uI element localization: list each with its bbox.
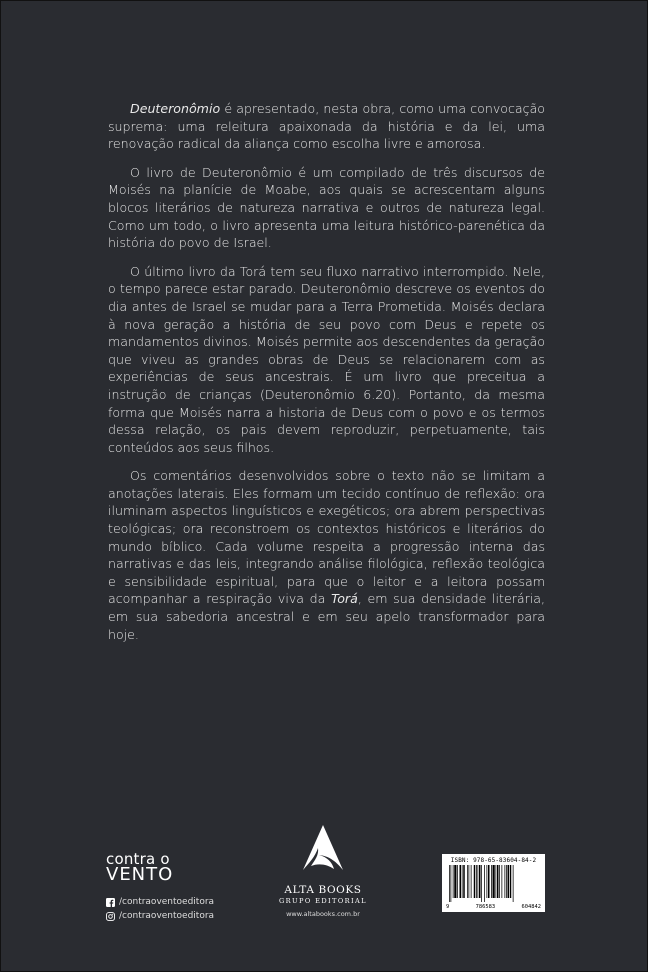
- tora-italic: Torá: [331, 591, 358, 607]
- logo-line-1: contra o: [106, 850, 170, 868]
- alta-books-name: ALTA BOOKS: [284, 884, 362, 896]
- barcode-bar: [491, 865, 492, 898]
- facebook-link[interactable]: [106, 895, 256, 909]
- barcode-bar: [454, 865, 456, 898]
- barcode-bar: [479, 865, 481, 898]
- logo-line-2: VENTO: [106, 864, 174, 885]
- barcode-bar: [449, 865, 450, 902]
- barcode-bar: [471, 865, 472, 898]
- instagram-handle: /contraoventoeditora: [119, 911, 215, 921]
- barcode-bar: [513, 865, 514, 902]
- paragraph-4: [108, 467, 545, 643]
- barcode-bar: [462, 865, 463, 898]
- paragraph-4-text: Os comentários desenvolvidos sobre o texto não se limitam a anotações laterais. Eles formam um tecido contínuo de reflexão: ora iluminam aspectos linguísticos e exegéticos; ora abrem perspectivas teológicas; ora reconstroem os contextos históricos e literários do mundo bíblico. Cada volume respeita a progressão interna das narrativas e das leis, integrando análise filológica, reflexão teológica e sensibilidade espiritual, para que o leitor e a leitora possam acompanhar a respiração viva da: [108, 468, 545, 607]
- instagram-icon: [106, 912, 115, 921]
- barcode-bar: [478, 865, 479, 898]
- barcode-bars: [447, 865, 540, 902]
- alta-books-brand: [264, 824, 382, 918]
- book-title-italic: Deuteronômio: [130, 101, 221, 116]
- facebook-handle: /contraoventoeditora: [119, 897, 215, 907]
- back-cover-text: [108, 100, 545, 654]
- isbn-text: ISBN: 978-65-83604-84-2: [450, 857, 537, 864]
- barcode-bar: [502, 865, 503, 898]
- facebook-icon: [106, 898, 115, 907]
- contra-o-vento-brand: [106, 851, 256, 923]
- barcode-bar: [488, 865, 490, 898]
- contra-o-vento-logo: [106, 851, 256, 883]
- barcode-bar: [508, 865, 510, 898]
- barcode-bar: [506, 865, 507, 898]
- barcode-bar: [451, 865, 452, 902]
- social-links: [106, 895, 256, 923]
- barcode-digit-first: 9: [446, 904, 450, 910]
- alta-books-url[interactable]: www.altabooks.com.br: [286, 910, 360, 918]
- barcode-digit-group-2: 604842: [521, 904, 541, 910]
- barcode-bar: [469, 865, 470, 898]
- paragraph-4-end: , em sua densidade literária, em sua sabedoria ancestral e em seu apelo transformador para hoje.: [108, 591, 545, 642]
- isbn-barcode: [442, 854, 545, 912]
- barcode-bar: [460, 865, 462, 898]
- barcode-bar: [457, 865, 458, 898]
- barcode-bar: [487, 865, 488, 898]
- barcode-bar: [510, 865, 512, 898]
- paragraph-1: [108, 100, 545, 153]
- barcode-digits: [442, 904, 545, 910]
- barcode-bar: [476, 865, 477, 898]
- barcode-bar: [484, 865, 485, 902]
- paragraph-2: O livro de Deuteronômio é um compilado de três discursos de Moisés na planície de Moabe, aos quais se acrescentam alguns blocos literários de natureza narrativa e outros de natureza legal. Como um todo, o livro apresenta uma leitura histórico-parenética da história do povo de Israel.: [108, 164, 545, 251]
- alta-books-logo-icon: [301, 824, 345, 878]
- instagram-link[interactable]: [106, 909, 256, 923]
- barcode-bar: [497, 865, 499, 898]
- alta-books-subtitle: GRUPO EDITORIAL: [279, 897, 367, 905]
- barcode-bar: [467, 865, 468, 898]
- barcode-bar: [463, 865, 465, 898]
- barcode-bar: [453, 865, 454, 898]
- barcode-bar: [496, 865, 497, 898]
- barcode-bar: [505, 865, 506, 898]
- barcode-bar: [474, 865, 476, 898]
- barcode-digit-group-1: 786583: [475, 904, 496, 910]
- barcode-bar: [481, 865, 482, 902]
- paragraph-3: O último livro da Torá tem seu fluxo narrativo interrompido. Nele, o tempo parece estar parado. Deuteronômio descreve os eventos do dia antes de Israel se mudar para a Terra Prometida. Moisés declara à nova geração a história de seu povo com Deus e repete os mandamentos divinos. Moisés permite aos descendentes da geração que viveu as grandes obras de Deus se relacionarem com as experiências de seus ancestrais. É um livro que preceitua a instrução de crianças (Deuteronômio 6.20). Portanto, da mesma forma que Moisés narra a historia de Deus com o povo e os termos dessa relação, os pais devem reproduzir, perpetuamente, tais conteúdos aos seus filhos.: [108, 263, 545, 455]
- barcode-bar: [493, 865, 495, 898]
- paragraph-1-text: é apresentado, nesta obra, como uma convocação suprema: uma releitura apaixonada da história e da lei, uma renovação radical da aliança como escolha livre e amorosa.: [108, 101, 545, 152]
- barcode-bar: [499, 865, 500, 898]
